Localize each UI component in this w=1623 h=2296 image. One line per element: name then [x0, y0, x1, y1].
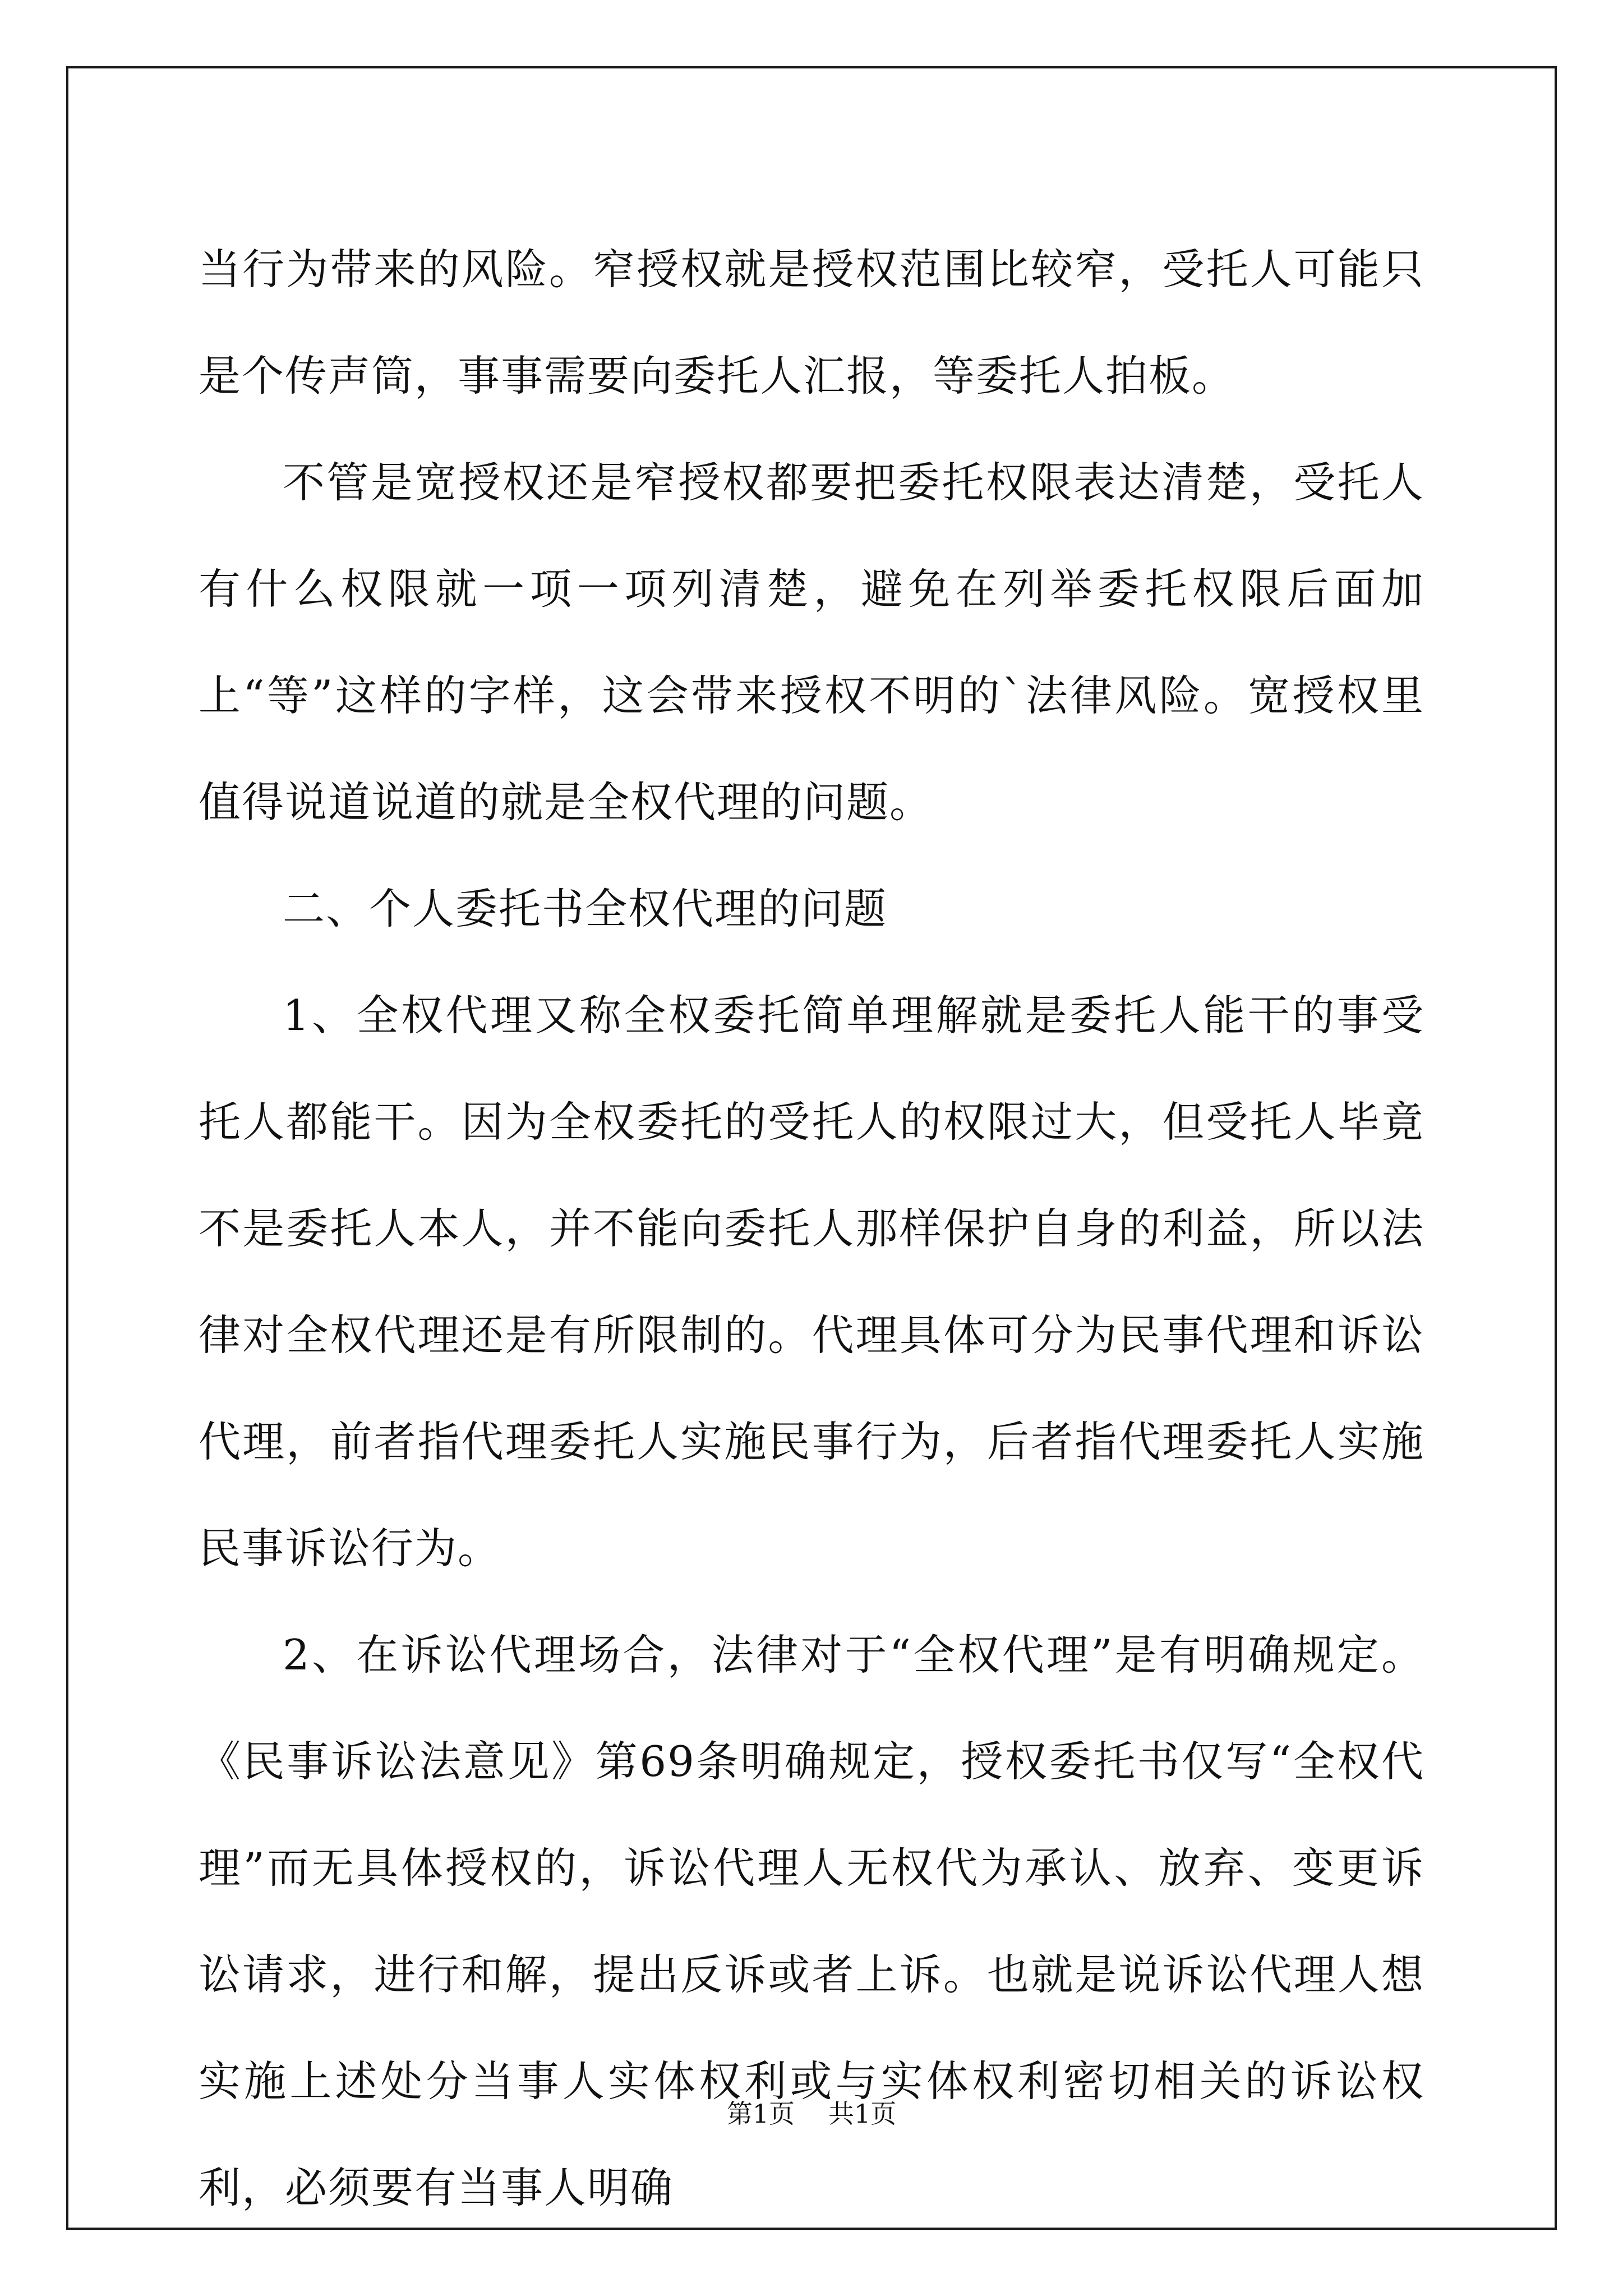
paragraph-4: 2、在诉讼代理场合，法律对于“全权代理”是有明确规定。《民事诉讼法意见》第69条明确规定，授权委托书仅写“全权代理”而无具体授权的，诉讼代理人无权代为承认、放弃、变更诉讼请求，进行和解，提出反诉或者上诉。也就是说诉讼代理人想实施上述处分当事人实体权利或与实体权利密切相关的诉讼权利，必须要有当事人明确	[199, 1630, 1424, 2212]
document-body	[199, 216, 1424, 2241]
section-heading: 二、个人委托书全权代理的问题	[283, 884, 888, 933]
page-total: 共1页	[828, 2099, 897, 2129]
paragraph-1: 当行为带来的风险。窄授权就是授权范围比较窄，受托人可能只是个传声筒，事事需要向委托人汇报，等委托人拍板。	[199, 245, 1424, 401]
page-footer	[0, 2097, 1623, 2131]
paragraph-3: 1、全权代理又称全权委托简单理解就是委托人能干的事受托人都能干。因为全权委托的受托人的权限过大，但受托人毕竟不是委托人本人，并不能向委托人那样保护自身的利益，所以法律对全权代理还是有所限制的。代理具体可分为民事代理和诉讼代理，前者指代理委托人实施民事行为，后者指代理委托人实施民事诉讼行为。	[199, 991, 1424, 1573]
page-number: 第1页	[726, 2099, 795, 2129]
paragraph-2: 不管是宽授权还是窄授权都要把委托权限表达清楚，受托人有什么权限就一项一项列清楚，避免在列举委托权限后面加上“等”这样的字样，这会带来授权不明的`法律风险。宽授权里值得说道说道的就是全权代理的问题。	[199, 458, 1424, 827]
